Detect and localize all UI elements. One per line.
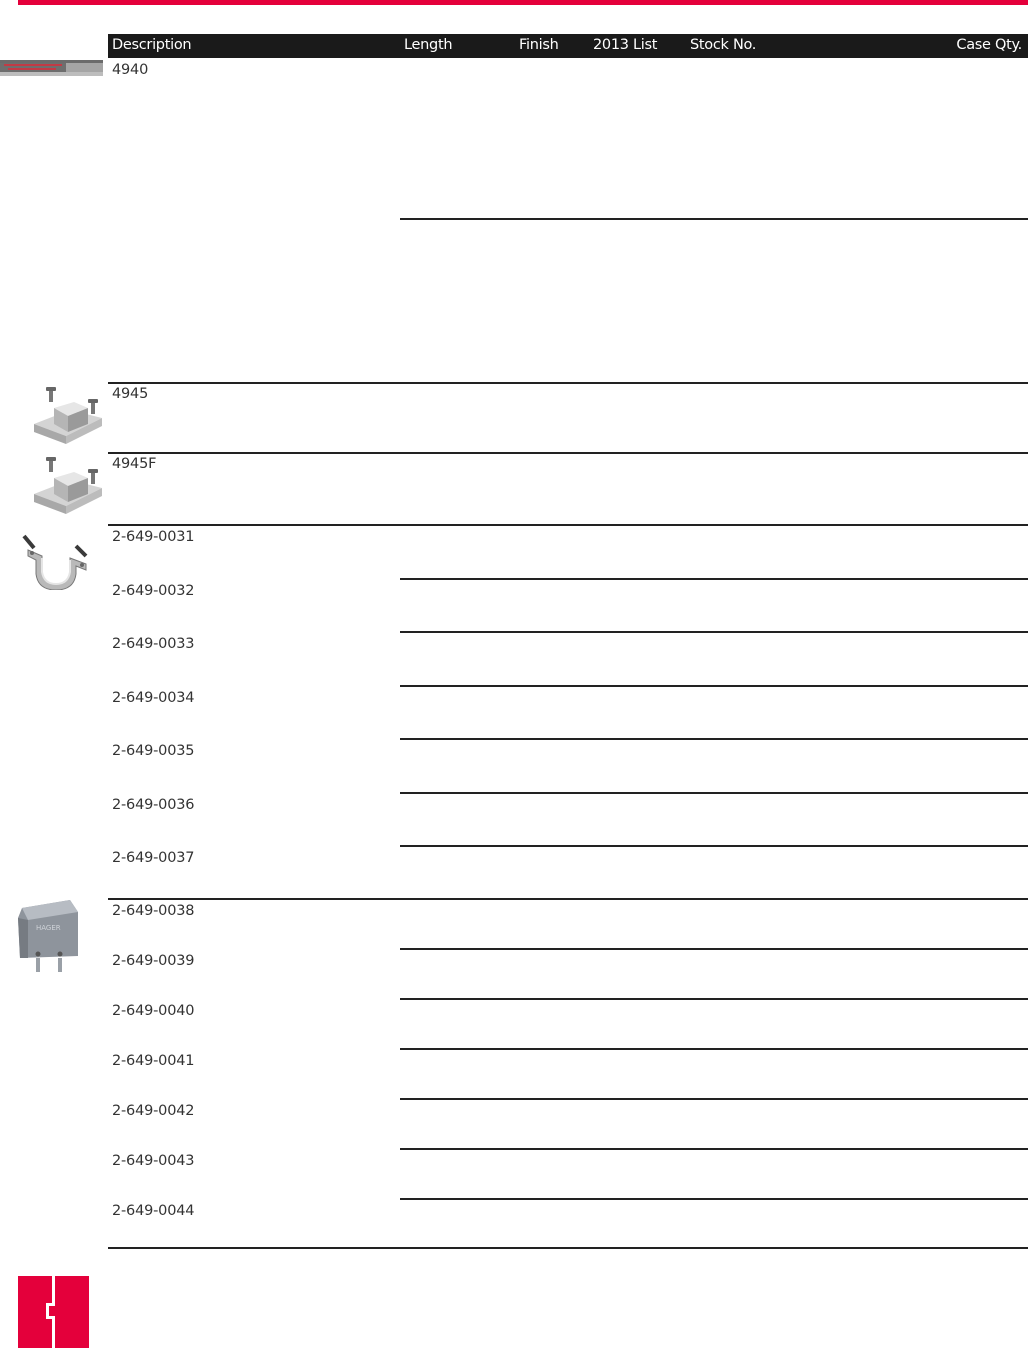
mounting-bracket-image [24,456,104,518]
list-item: 2-649-0037 [112,850,195,866]
row-divider [400,1198,1028,1200]
row-divider [400,218,1028,220]
list-item: 2-649-0043 [112,1153,195,1169]
list-item: 2-649-0038 [112,903,195,919]
row-divider [400,1048,1028,1050]
u-clamp-image [20,528,100,590]
list-item: 2-649-0041 [112,1053,195,1069]
product-4945f-description: 4945F [112,456,157,472]
mounting-bracket-image [24,386,104,448]
section-divider [108,524,1028,526]
header-list-price: 2013 List [593,37,658,53]
list-item: 2-649-0042 [112,1103,195,1119]
row-divider [400,792,1028,794]
top-accent-bar [18,0,1028,5]
product-4945-description: 4945 [112,386,149,402]
header-length: Length [404,37,453,53]
track-bar-image [0,60,103,76]
list-item: 2-649-0031 [112,529,195,545]
hager-logo [18,1276,89,1348]
svg-text:HAGER: HAGER [36,924,61,932]
end-cap-image [16,898,82,976]
row-divider [400,578,1028,580]
table-bottom-rule [108,1247,1028,1249]
row-divider [400,631,1028,633]
section-divider [108,898,1028,900]
header-stock-no: Stock No. [690,37,757,53]
row-divider [400,948,1028,950]
row-divider [400,738,1028,740]
row-divider [400,1098,1028,1100]
header-description: Description [112,37,192,53]
list-item: 2-649-0032 [112,583,195,599]
section-divider [108,452,1028,454]
list-item: 2-649-0036 [112,797,195,813]
section-divider [108,382,1028,384]
row-divider [400,1148,1028,1150]
list-item: 2-649-0044 [112,1203,195,1219]
table-header [108,34,1028,58]
row-divider [400,998,1028,1000]
list-item: 2-649-0039 [112,953,195,969]
header-case-qty: Case Qty. [956,37,1022,53]
list-item: 2-649-0040 [112,1003,195,1019]
row-divider [400,845,1028,847]
row-divider [400,685,1028,687]
product-4940-description: 4940 [112,62,149,78]
list-item: 2-649-0034 [112,690,195,706]
list-item: 2-649-0035 [112,743,195,759]
header-finish: Finish [519,37,559,53]
list-item: 2-649-0033 [112,636,195,652]
